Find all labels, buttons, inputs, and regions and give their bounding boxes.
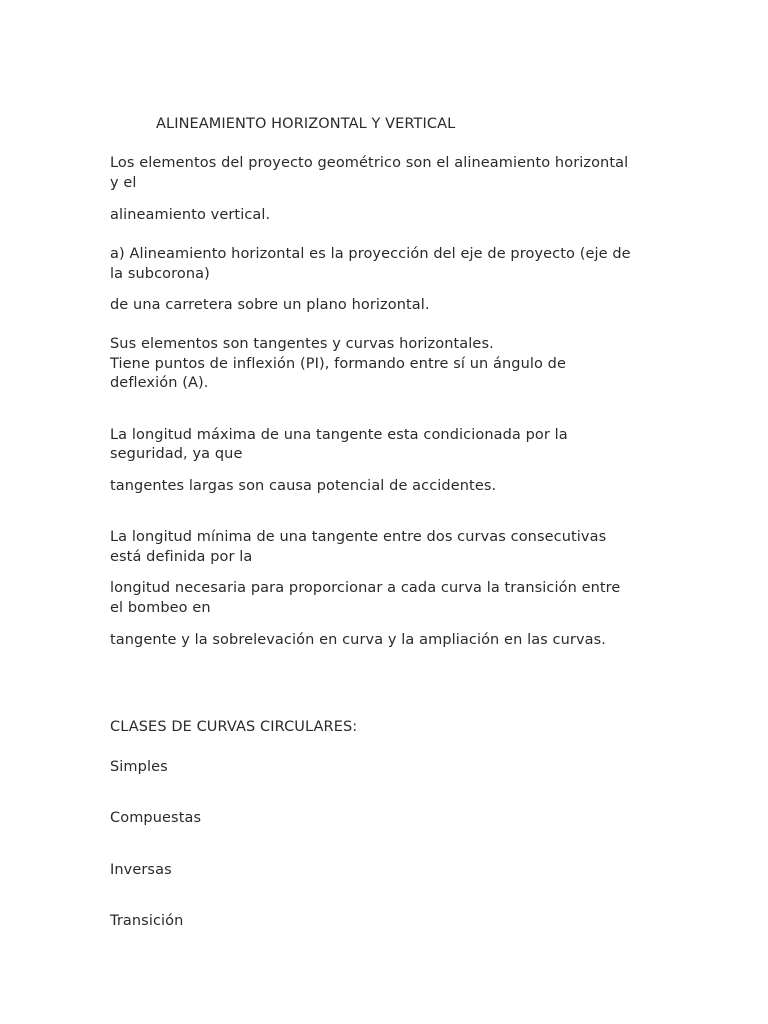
paragraph-line: Los elementos del proyecto geométrico son el alineamiento horizontal [110,155,629,171]
paragraph-line: La longitud máxima de una tangente esta condicionada por la [110,427,568,443]
paragraph-line: está definida por la [110,549,253,565]
section-heading: CLASES DE CURVAS CIRCULARES: [110,719,358,735]
paragraph-line: y el [110,175,137,191]
paragraph-line: el bombeo en [110,600,211,616]
paragraph-line: La longitud mínima de una tangente entre dos curvas consecutivas [110,529,607,545]
paragraph-line: seguridad, ya que [110,446,243,462]
paragraph-line: la subcorona) [110,266,210,282]
document-title: ALINEAMIENTO HORIZONTAL Y VERTICAL [156,116,456,132]
paragraph-line: Tiene puntos de inflexión (PI), formando entre sí un ángulo de [110,356,566,372]
paragraph-line: tangente y la sobrelevación en curva y la ampliación en las curvas. [110,632,606,648]
list-item: Transición [110,913,184,929]
paragraph-line: longitud necesaria para proporcionar a cada curva la transición entre [110,580,621,596]
paragraph-line: Sus elementos son tangentes y curvas horizontales. [110,336,494,352]
paragraph-line: alineamiento vertical. [110,207,271,223]
list-item: Simples [110,759,168,775]
paragraph-line: tangentes largas son causa potencial de accidentes. [110,478,497,494]
paragraph-line: a) Alineamiento horizontal es la proyección del eje de proyecto (eje de [110,246,631,262]
paragraph-line: deflexión (A). [110,375,209,391]
paragraph-line: de una carretera sobre un plano horizontal. [110,297,430,313]
list-item: Compuestas [110,810,202,826]
list-item: Inversas [110,862,172,878]
